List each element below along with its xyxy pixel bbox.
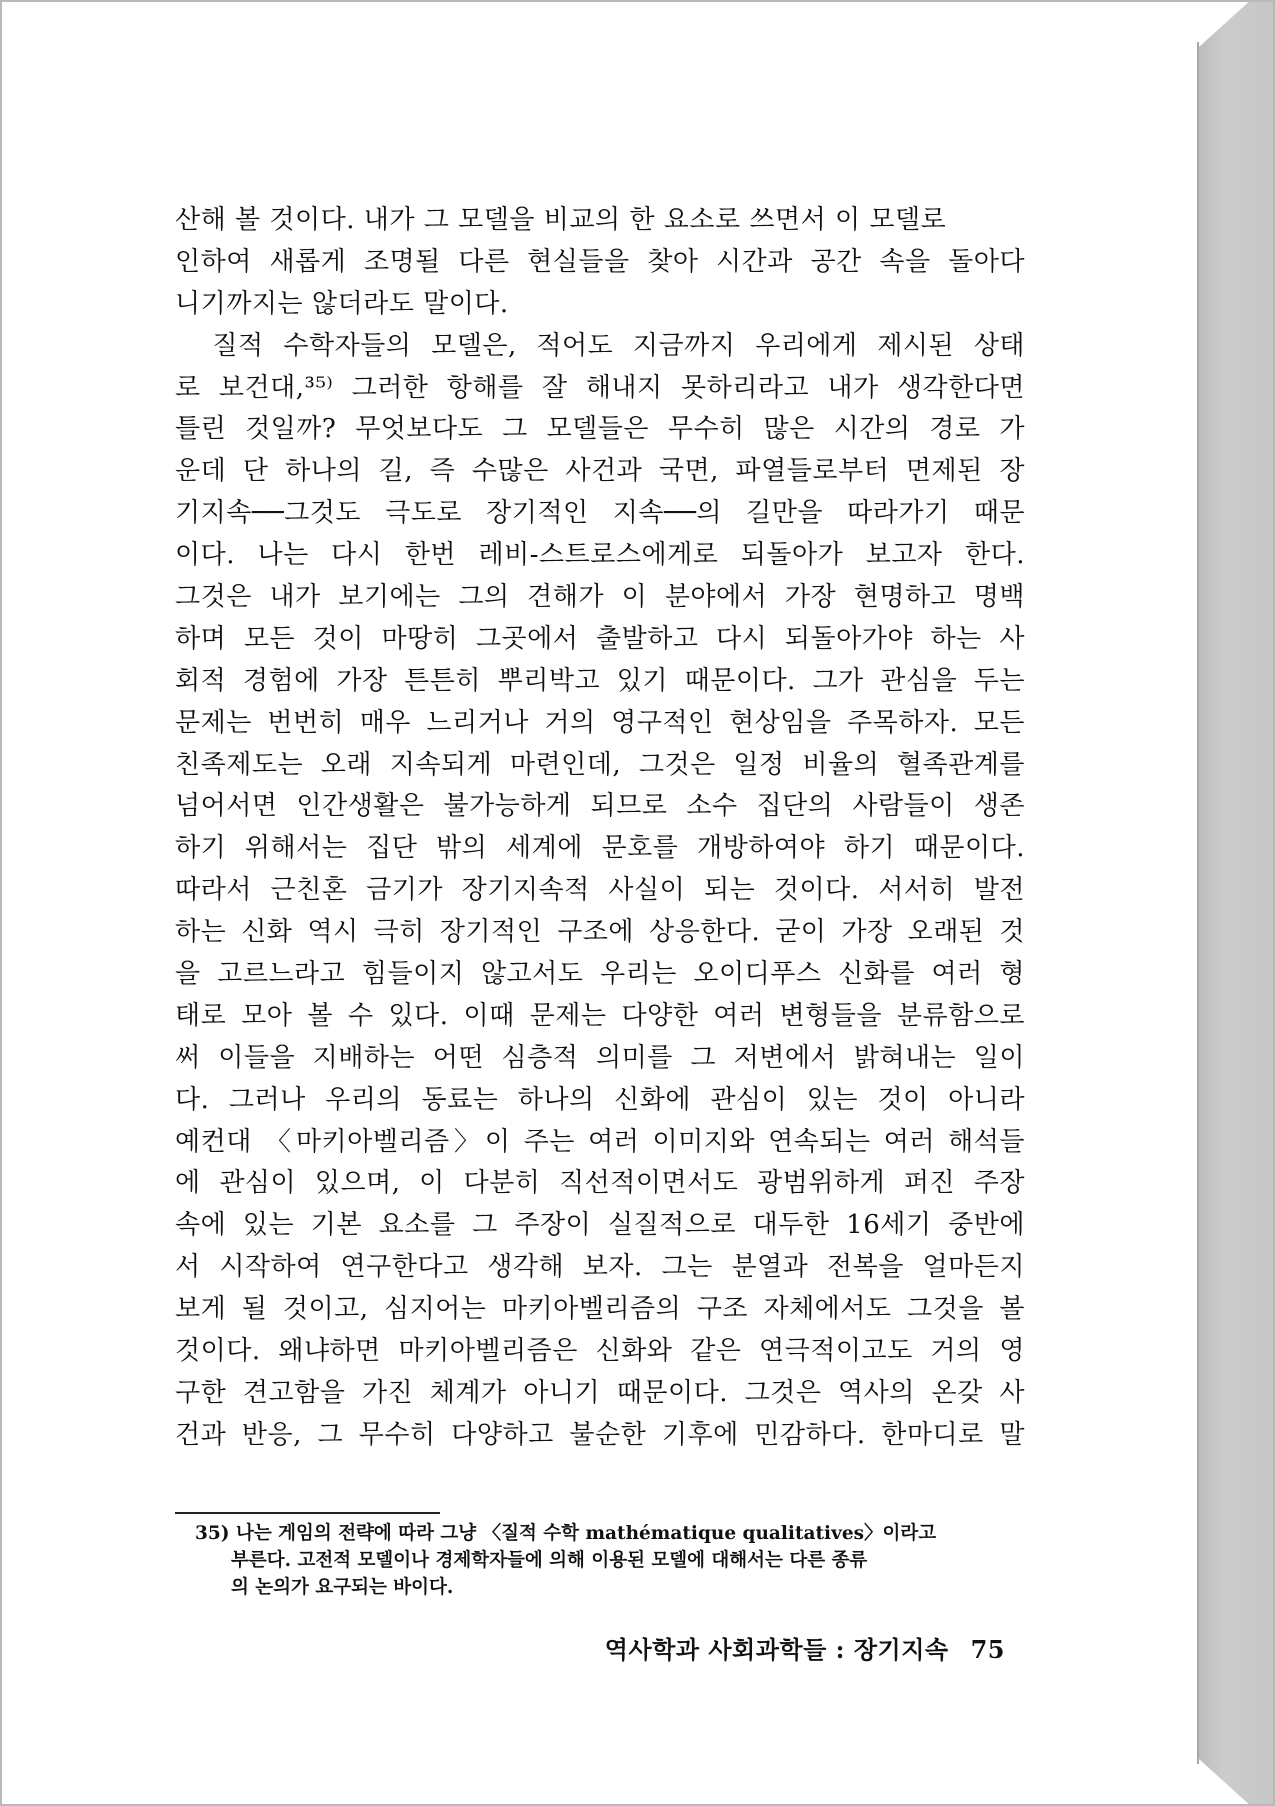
- body-line: 니기까지는 않더라도 말이다.: [175, 288, 509, 319]
- body-line: 문제는 번번히 매우 느리거나 거의 영구적인 현상임을 주목하자. 모든: [175, 707, 1025, 738]
- footnote-text: 나는 게임의 전략에 따라 그냥 〈질적 수학 mathématique qualitatives〉이라고: [235, 1523, 937, 1544]
- footnote-line-3: 의 논의가 요구되는 바이다.: [231, 1577, 454, 1598]
- body-line: 하는 신화 역시 극히 장기적인 구조에 상응한다. 굳이 가장 오래된 것: [175, 917, 1025, 948]
- body-line: 로 보건대,³⁵⁾ 그러한 항해를 잘 해내지 못하리라고 내가 생각한다면: [175, 372, 1025, 403]
- body-line: 친족제도는 오래 지속되게 마련인데, 그것은 일정 비율의 혈족관계를: [175, 749, 1025, 780]
- body-line: 틀린 것일까? 무엇보다도 그 모델들은 무수히 많은 시간의 경로 가: [175, 414, 1025, 445]
- footnote-line-1: [195, 1520, 1005, 1547]
- running-footer-title: 역사학과 사회과학들 : 장기지속: [604, 1635, 949, 1664]
- body-line: 구한 견고함을 가진 체계가 아니기 때문이다. 그것은 역사의 온갖 사: [175, 1377, 1025, 1408]
- body-line: 운데 단 하나의 길, 즉 수많은 사건과 국면, 파열들로부터 면제된 장: [175, 456, 1025, 487]
- body-line: 태로 모아 볼 수 있다. 이때 문제는 다양한 여러 변형들을 분류함으로: [175, 1000, 1025, 1031]
- body-line: 따라서 근친혼 금기가 장기지속적 사실이 되는 것이다. 서서히 발전: [175, 875, 1025, 906]
- body-line: 속에 있는 기본 요소를 그 주장이 실질적으로 대두한 16세기 중반에: [175, 1210, 1025, 1241]
- footnote-divider: [175, 1512, 440, 1514]
- body-line: 하며 모든 것이 마땅히 그곳에서 출발하고 다시 되돌아가야 하는 사: [175, 623, 1025, 654]
- running-footer: [605, 1630, 1005, 1665]
- body-line: 인하여 새롭게 조명될 다른 현실들을 찾아 시간과 공간 속을 돌아다: [175, 246, 1025, 277]
- body-line: 기지속──그것도 극도로 장기적인 지속──의 길만을 따라가기 때문: [175, 498, 1025, 529]
- body-line: 다. 그러나 우리의 동료는 하나의 신화에 관심이 있는 것이 아니라: [175, 1084, 1025, 1115]
- body-line: 보게 될 것이고, 심지어는 마키아벨리즘의 구조 자체에서도 그것을 볼: [175, 1294, 1025, 1325]
- body-line: 그것은 내가 보기에는 그의 견해가 이 분야에서 가장 현명하고 명백: [175, 582, 1025, 613]
- body-line: 써 이들을 지배하는 어떤 심층적 의미를 그 저변에서 밝혀내는 일이: [175, 1042, 1025, 1073]
- footnote-line-2: 부른다. 고전적 모델이나 경제학자들에 의해 이용된 모델에 대해서는 다른 종류: [231, 1550, 868, 1571]
- body-line: 서 시작하여 연구한다고 생각해 보자. 그는 분열과 전복을 얼마든지: [175, 1252, 1025, 1283]
- body-line: 건과 반응, 그 무수히 다양하고 불순한 기후에 민감하다. 한마디로 말: [175, 1419, 1025, 1450]
- page-number: 75: [970, 1635, 1005, 1664]
- body-line: 예컨대 〈마키아벨리즘〉이 주는 여러 이미지와 연속되는 여러 해석들: [175, 1126, 1025, 1157]
- body-line: 하기 위해서는 집단 밖의 세계에 문호를 개방하여야 하기 때문이다.: [175, 833, 1025, 864]
- body-line: 이다. 나는 다시 한번 레비-스트로스에게로 되돌아가 보고자 한다.: [175, 540, 1025, 571]
- body-text: [175, 200, 1025, 1457]
- page-edge-line: [1197, 42, 1199, 1764]
- body-line: 회적 경험에 가장 튼튼히 뿌리박고 있기 때문이다. 그가 관심을 두는: [175, 665, 1025, 696]
- footnote-marker: 35): [195, 1523, 230, 1544]
- page-edge-shadow: [1199, 2, 1273, 1804]
- body-line: 에 관심이 있으며, 이 다분히 직선적이면서도 광범위하게 퍼진 주장: [175, 1168, 1025, 1199]
- body-line: 을 고르느라고 힘들이지 않고서도 우리는 오이디푸스 신화를 여러 형: [175, 959, 1025, 990]
- body-line: 산해 볼 것이다. 내가 그 모델을 비교의 한 요소로 쓰면서 이 모델로: [175, 205, 947, 235]
- body-line: 질적 수학자들의 모델은, 적어도 지금까지 우리에게 제시된 상태: [175, 330, 1025, 361]
- body-line: 것이다. 왜냐하면 마키아벨리즘은 신화와 같은 연극적이고도 거의 영: [175, 1336, 1025, 1367]
- footnote: [195, 1520, 1005, 1601]
- body-line: 넘어서면 인간생활은 불가능하게 되므로 소수 집단의 사람들이 생존: [175, 791, 1025, 822]
